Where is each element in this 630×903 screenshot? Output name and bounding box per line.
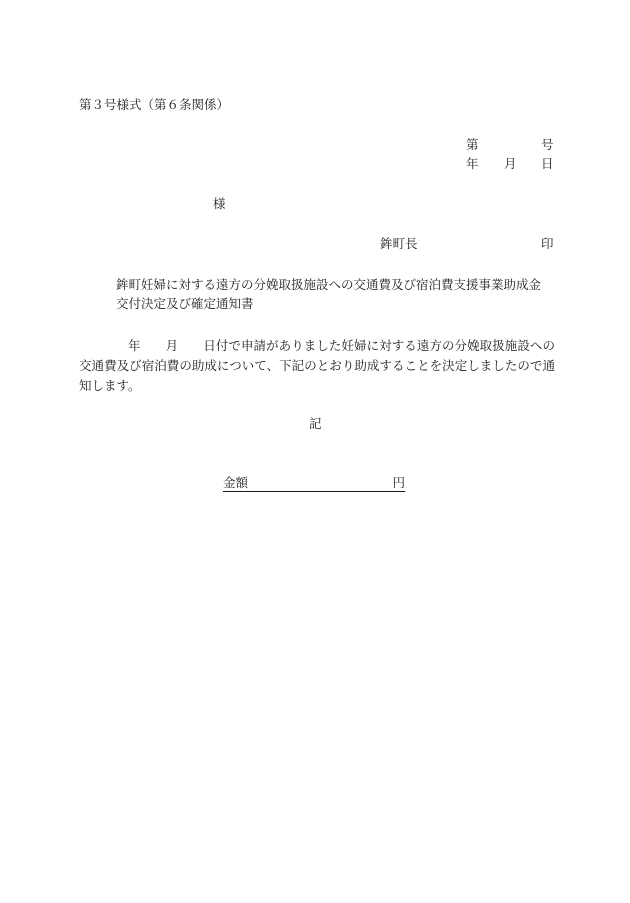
subject-line-2: 交付決定及び確定通知書 (116, 296, 254, 311)
body-text: 日付で申請がありました妊婦に対する遠方の分娩取扱施設への交通費及び宿泊費の助成について、下記のとおり助成することを決定しましたので通知します。 (79, 338, 555, 393)
body-paragraph (79, 336, 555, 396)
form-label: 第３号様式（第６条関係） (79, 97, 230, 112)
number-prefix: 第 (466, 137, 479, 152)
amount-unit: 円 (392, 475, 405, 490)
number-suffix: 号 (541, 137, 554, 152)
addressee-honorific: 様 (213, 196, 226, 211)
amount-label: 金額 (223, 475, 249, 490)
ki-heading: 記 (309, 416, 322, 431)
body-month: 月 (165, 338, 179, 353)
date-year: 年 (466, 156, 479, 171)
date-day: 日 (541, 156, 554, 171)
date-month: 月 (504, 156, 517, 171)
issuer-title: 鉾町長 (380, 236, 418, 251)
amount-line (223, 477, 405, 492)
subject-line-1: 鉾町妊婦に対する遠方の分娩取扱施設への交通費及び宿泊費支援事業助成金 (116, 277, 542, 292)
body-year: 年 (128, 338, 141, 353)
issuer-seal: 印 (541, 236, 554, 251)
